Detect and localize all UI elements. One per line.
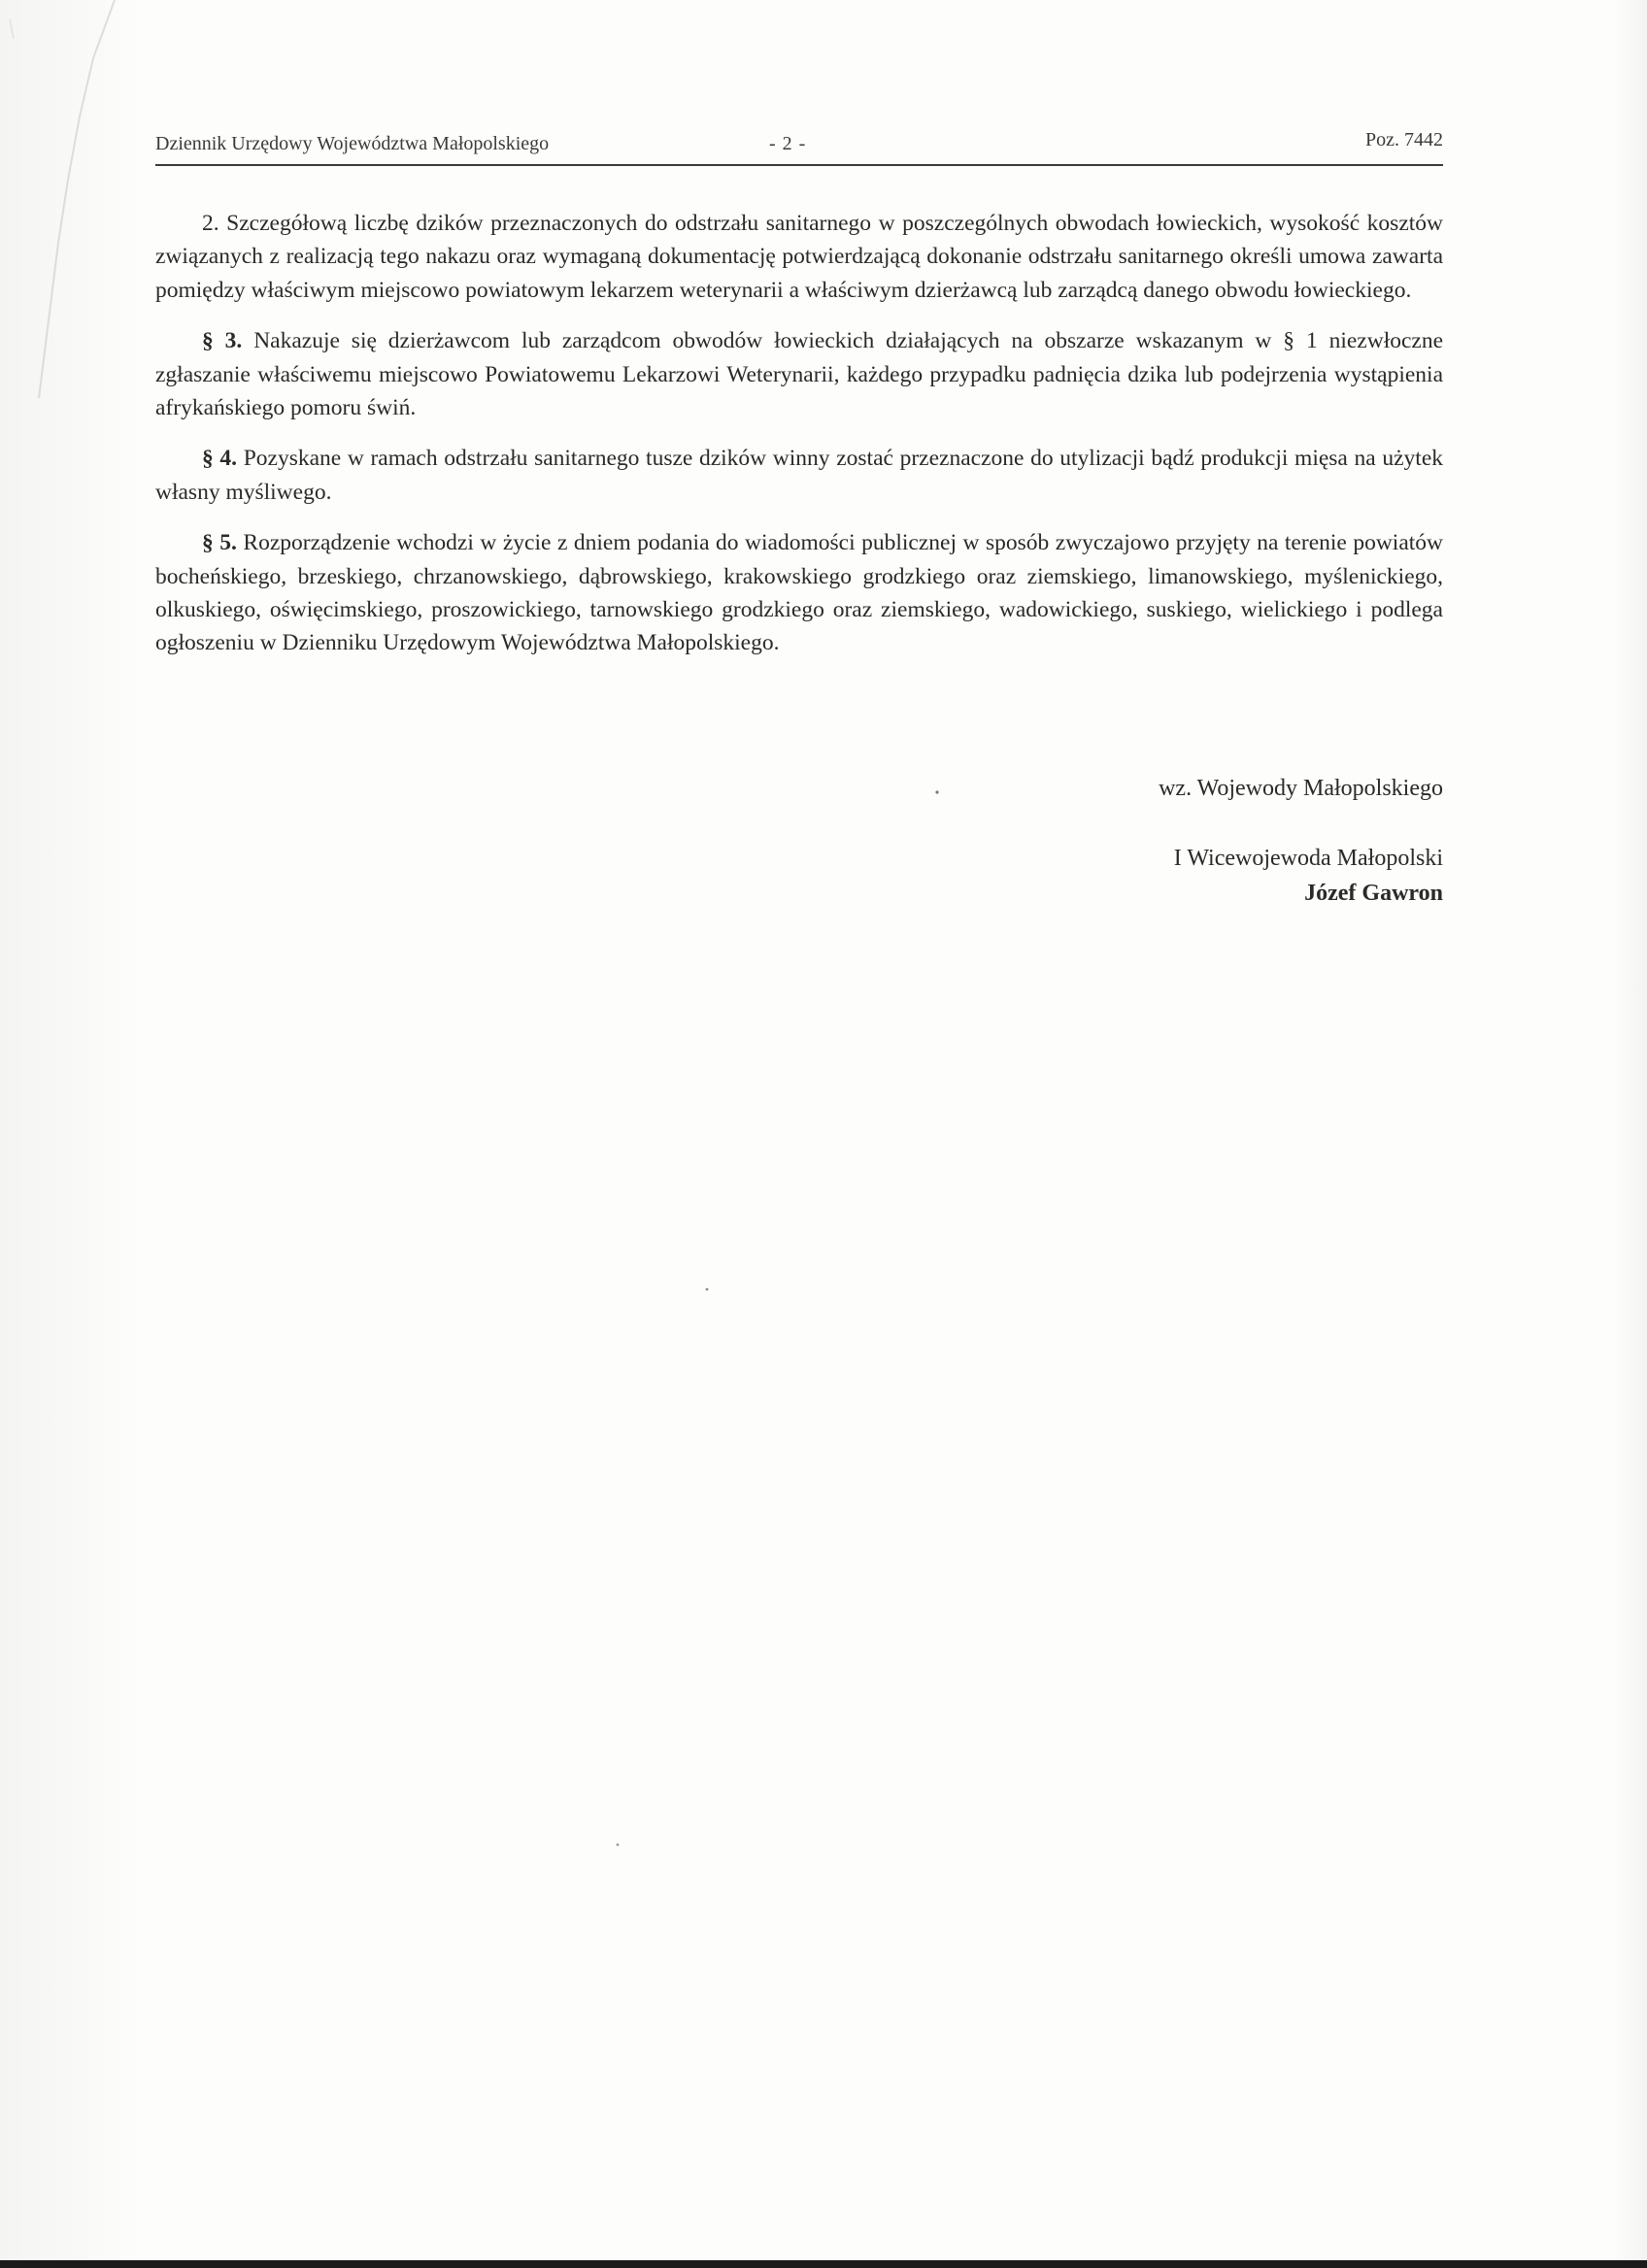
section-label: § 5. xyxy=(202,530,237,556)
paragraph-text: 2. Szczegółową liczbę dzików przeznaczonych do odstrzału sanitarnego w poszczególnych obwodach łowieckich, wysokość kosztów związanych z realizacją tego nakazu oraz wymaganą dokumentację potwierdzającą dokonanie odstrzału sanitarnego określi umowa zawarta pomiędzy właściwym miejscowo powiatowym lekarzem weterynarii a właściwym dzierżawcą lub zarządcą danego obwodu łowieckiego. xyxy=(155,211,1443,303)
signature-on-behalf: wz. Wojewody Małopolskiego xyxy=(1159,776,1443,801)
page-header xyxy=(155,124,1443,165)
section-label: § 3. xyxy=(202,328,243,354)
journal-title: Dziennik Urzędowy Województwa Małopolskiego xyxy=(155,133,550,154)
paragraph-text: Pozyskane w ramach odstrzału sanitarnego tusze dzików winny zostać przeznaczone do utylizacji bądź produkcji mięsa na użytek własny myśliwego. xyxy=(155,446,1443,505)
scan-speck xyxy=(935,790,938,793)
signature-name: Józef Gawron xyxy=(1304,881,1443,906)
scan-speck xyxy=(617,1844,620,1847)
section-label: § 4. xyxy=(202,446,238,472)
page-number: - 2 - xyxy=(769,133,807,154)
scan-bottom-band xyxy=(0,2260,1647,2268)
paragraph-section-3 xyxy=(155,324,1443,424)
paragraph-section-4 xyxy=(155,442,1443,509)
signature-title: I Wicewojewoda Małopolski xyxy=(1173,846,1443,871)
paragraph-section-5 xyxy=(155,526,1443,660)
signature-block xyxy=(1159,771,1443,911)
position-number: Poz. 7442 xyxy=(1365,129,1443,150)
document-body xyxy=(155,207,1443,678)
paragraph-text: Nakazuje się dzierżawcom lub zarządcom obwodów łowieckich działających na obszarze wskazanym w § 1 niezwłoczne zgłaszanie właściwemu miejscowo Powiatowemu Lekarzowi Weterynarii, każdego przypadku padnięcia dzika lub podejrzenia wystąpienia afrykańskiego pomoru świń. xyxy=(155,328,1444,421)
scan-speck xyxy=(706,1288,709,1291)
paragraph-2 xyxy=(155,207,1443,307)
header-rule xyxy=(155,164,1443,166)
paragraph-text: Rozporządzenie wchodzi w życie z dniem podania do wiadomości publicznej w sposób zwyczajowo przyjęty na terenie powiatów bocheńskiego, brzeskiego, chrzanowskiego, dąbrowskiego, krakowskiego grodzkiego oraz ziemskiego, limanowskiego, myślenickiego, olkuskiego, oświęcimskiego, proszowickiego, tarnowskiego grodzkiego oraz ziemskiego, wadowickiego, suskiego, wielickiego i podlega ogłoszeniu w Dzienniku Urzędowym Województwa Małopolskiego. xyxy=(155,530,1444,656)
